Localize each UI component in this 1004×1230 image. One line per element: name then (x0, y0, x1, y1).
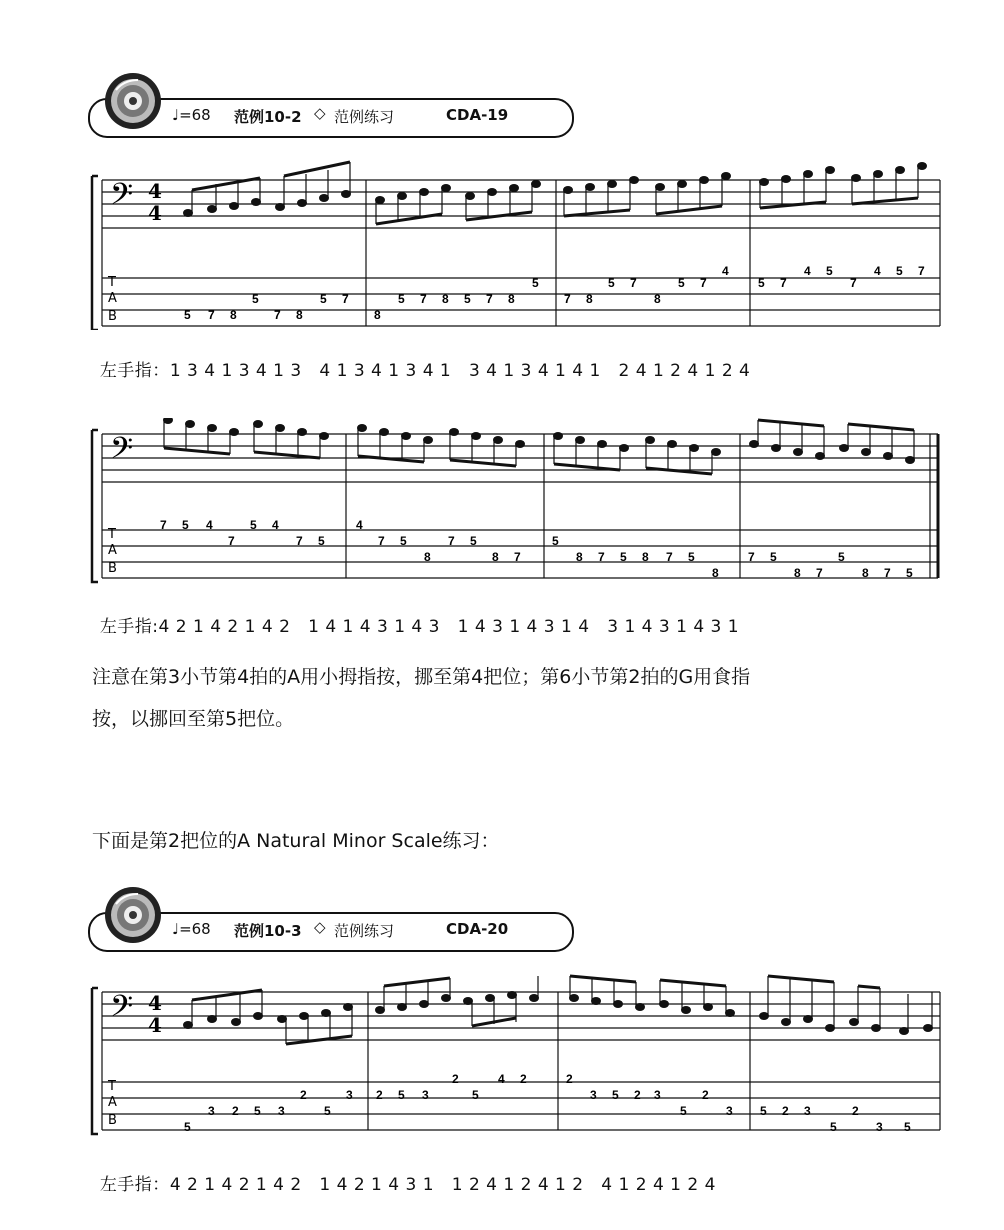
diamond-icon: ◇ (314, 104, 326, 122)
svg-text:4: 4 (148, 179, 162, 203)
svg-text:3: 3 (726, 1104, 733, 1118)
svg-text:5: 5 (398, 1088, 405, 1102)
example-banner-1 (88, 98, 572, 136)
svg-text:5: 5 (182, 518, 189, 532)
cd-icon (104, 72, 162, 130)
svg-text:4: 4 (206, 518, 213, 532)
svg-text:4: 4 (722, 264, 729, 278)
svg-text:7: 7 (700, 276, 707, 290)
svg-text:2: 2 (782, 1104, 789, 1118)
fingering-label: 左手指： (99, 1175, 170, 1195)
example-type: 范例练习 (334, 108, 395, 126)
svg-text:5: 5 (184, 1120, 191, 1134)
svg-text:T: T (108, 527, 116, 542)
svg-text:2: 2 (852, 1104, 859, 1118)
fingering-numbers: 1 3 4 1 3 4 1 3 4 1 3 4 1 3 4 1 3 4 1 3 4 1 4 1 2 4 1 2 4 1 2 4 (169, 361, 751, 381)
svg-text:7: 7 (884, 566, 891, 580)
svg-text:5: 5 (608, 276, 615, 290)
score-system-1 (88, 160, 948, 330)
svg-text:8: 8 (492, 550, 499, 564)
svg-text:5: 5 (400, 534, 407, 548)
svg-text:8: 8 (442, 292, 449, 306)
svg-text:5: 5 (552, 534, 559, 548)
practice-note-line-1: 注意在第3小节第4拍的A用小拇指按，挪至第4把位；第6小节第2拍的G用食指 (92, 666, 751, 688)
section-intro: 下面是第2把位的A Natural Minor Scale练习： (92, 830, 500, 852)
svg-text:𝄢: 𝄢 (110, 432, 134, 473)
svg-text:3: 3 (654, 1088, 661, 1102)
svg-text:5: 5 (184, 308, 191, 322)
svg-text:B: B (108, 1113, 117, 1128)
svg-text:4: 4 (804, 264, 811, 278)
svg-text:7: 7 (748, 550, 755, 564)
svg-text:𝄢: 𝄢 (110, 990, 134, 1031)
svg-text:5: 5 (472, 1088, 479, 1102)
svg-text:8: 8 (654, 292, 661, 306)
svg-text:T: T (108, 275, 116, 290)
svg-text:5: 5 (252, 292, 259, 306)
svg-text:4: 4 (874, 264, 881, 278)
svg-text:3: 3 (278, 1104, 285, 1118)
svg-text:T: T (108, 1079, 116, 1094)
tempo-marking: ♩=68 (172, 106, 211, 124)
svg-text:5: 5 (896, 264, 903, 278)
fingering-row-3 (88, 1150, 716, 1195)
svg-text:8: 8 (586, 292, 593, 306)
svg-text:3: 3 (804, 1104, 811, 1118)
fingering-label: 左手指： (99, 361, 170, 381)
svg-text:2: 2 (702, 1088, 709, 1102)
svg-text:7: 7 (918, 264, 925, 278)
svg-text:5: 5 (318, 534, 325, 548)
svg-text:8: 8 (230, 308, 237, 322)
tempo-marking: ♩=68 (172, 920, 211, 938)
svg-text:5: 5 (770, 550, 777, 564)
track-code: CDA-20 (446, 920, 509, 938)
fingering-numbers: 4 2 1 4 2 1 4 2 1 4 1 4 3 1 4 3 1 4 3 1 4 3 1 4 3 1 4 3 1 4 3 1 (158, 617, 740, 637)
svg-text:8: 8 (296, 308, 303, 322)
svg-text:2: 2 (452, 1072, 459, 1086)
svg-text:8: 8 (576, 550, 583, 564)
svg-text:5: 5 (838, 550, 845, 564)
svg-text:7: 7 (514, 550, 521, 564)
score-system-2 (88, 418, 948, 588)
svg-text:A: A (108, 1095, 117, 1110)
svg-text:5: 5 (254, 1104, 261, 1118)
svg-text:7: 7 (274, 308, 281, 322)
svg-text:8: 8 (508, 292, 515, 306)
svg-text:5: 5 (320, 292, 327, 306)
svg-text:5: 5 (906, 566, 913, 580)
svg-text:8: 8 (424, 550, 431, 564)
svg-text:7: 7 (816, 566, 823, 580)
svg-text:8: 8 (712, 566, 719, 580)
svg-text:7: 7 (666, 550, 673, 564)
svg-text:3: 3 (208, 1104, 215, 1118)
fingering-numbers: 4 2 1 4 2 1 4 2 1 4 2 1 4 3 1 1 2 4 1 2 4 1 2 4 1 2 4 1 2 4 (169, 1175, 716, 1195)
svg-text:7: 7 (564, 292, 571, 306)
svg-text:5: 5 (830, 1120, 837, 1134)
svg-text:5: 5 (398, 292, 405, 306)
svg-text:5: 5 (612, 1088, 619, 1102)
fingering-row-2 (88, 592, 739, 637)
svg-text:4: 4 (498, 1072, 505, 1086)
example-banner-2 (88, 912, 572, 950)
svg-text:A: A (108, 291, 117, 306)
fingering-row-1 (88, 336, 750, 381)
svg-text:B: B (108, 309, 117, 324)
svg-text:7: 7 (378, 534, 385, 548)
svg-text:5: 5 (532, 276, 539, 290)
svg-text:7: 7 (780, 276, 787, 290)
svg-text:7: 7 (160, 518, 167, 532)
svg-text:7: 7 (342, 292, 349, 306)
svg-text:3: 3 (422, 1088, 429, 1102)
example-type: 范例练习 (334, 922, 395, 940)
svg-text:7: 7 (448, 534, 455, 548)
svg-text:5: 5 (680, 1104, 687, 1118)
svg-text:5: 5 (470, 534, 477, 548)
svg-text:8: 8 (862, 566, 869, 580)
svg-text:5: 5 (678, 276, 685, 290)
svg-text:5: 5 (324, 1104, 331, 1118)
svg-text:3: 3 (876, 1120, 883, 1134)
svg-text:7: 7 (630, 276, 637, 290)
example-number: 范例10-3 (234, 922, 302, 940)
svg-text:7: 7 (486, 292, 493, 306)
svg-text:5: 5 (250, 518, 257, 532)
svg-text:2: 2 (566, 1072, 573, 1086)
svg-text:2: 2 (376, 1088, 383, 1102)
svg-text:5: 5 (826, 264, 833, 278)
svg-text:5: 5 (688, 550, 695, 564)
score-system-3 (88, 974, 948, 1144)
cd-icon (104, 886, 162, 944)
svg-text:4: 4 (148, 991, 162, 1015)
svg-text:5: 5 (760, 1104, 767, 1118)
svg-text:7: 7 (850, 276, 857, 290)
svg-text:7: 7 (296, 534, 303, 548)
svg-text:4: 4 (148, 1013, 162, 1037)
svg-text:8: 8 (642, 550, 649, 564)
svg-text:7: 7 (228, 534, 235, 548)
track-code: CDA-19 (446, 106, 509, 124)
svg-text:2: 2 (520, 1072, 527, 1086)
svg-text:B: B (108, 561, 117, 576)
svg-text:7: 7 (208, 308, 215, 322)
svg-text:8: 8 (794, 566, 801, 580)
svg-text:4: 4 (272, 518, 279, 532)
svg-text:7: 7 (420, 292, 427, 306)
example-number: 范例10-2 (234, 108, 302, 126)
svg-text:5: 5 (464, 292, 471, 306)
svg-text:3: 3 (590, 1088, 597, 1102)
svg-text:2: 2 (300, 1088, 307, 1102)
svg-text:5: 5 (904, 1120, 911, 1134)
svg-text:4: 4 (356, 518, 363, 532)
svg-text:8: 8 (374, 308, 381, 322)
svg-text:3: 3 (346, 1088, 353, 1102)
svg-text:4: 4 (148, 201, 162, 225)
svg-text:7: 7 (598, 550, 605, 564)
svg-text:A: A (108, 543, 117, 558)
svg-text:𝄢: 𝄢 (110, 178, 134, 219)
svg-text:5: 5 (758, 276, 765, 290)
practice-note-line-2: 按，以挪回至第5把位。 (92, 708, 295, 730)
svg-text:2: 2 (232, 1104, 239, 1118)
fingering-label: 左手指: (99, 617, 159, 637)
diamond-icon: ◇ (314, 918, 326, 936)
svg-text:5: 5 (620, 550, 627, 564)
svg-text:2: 2 (634, 1088, 641, 1102)
